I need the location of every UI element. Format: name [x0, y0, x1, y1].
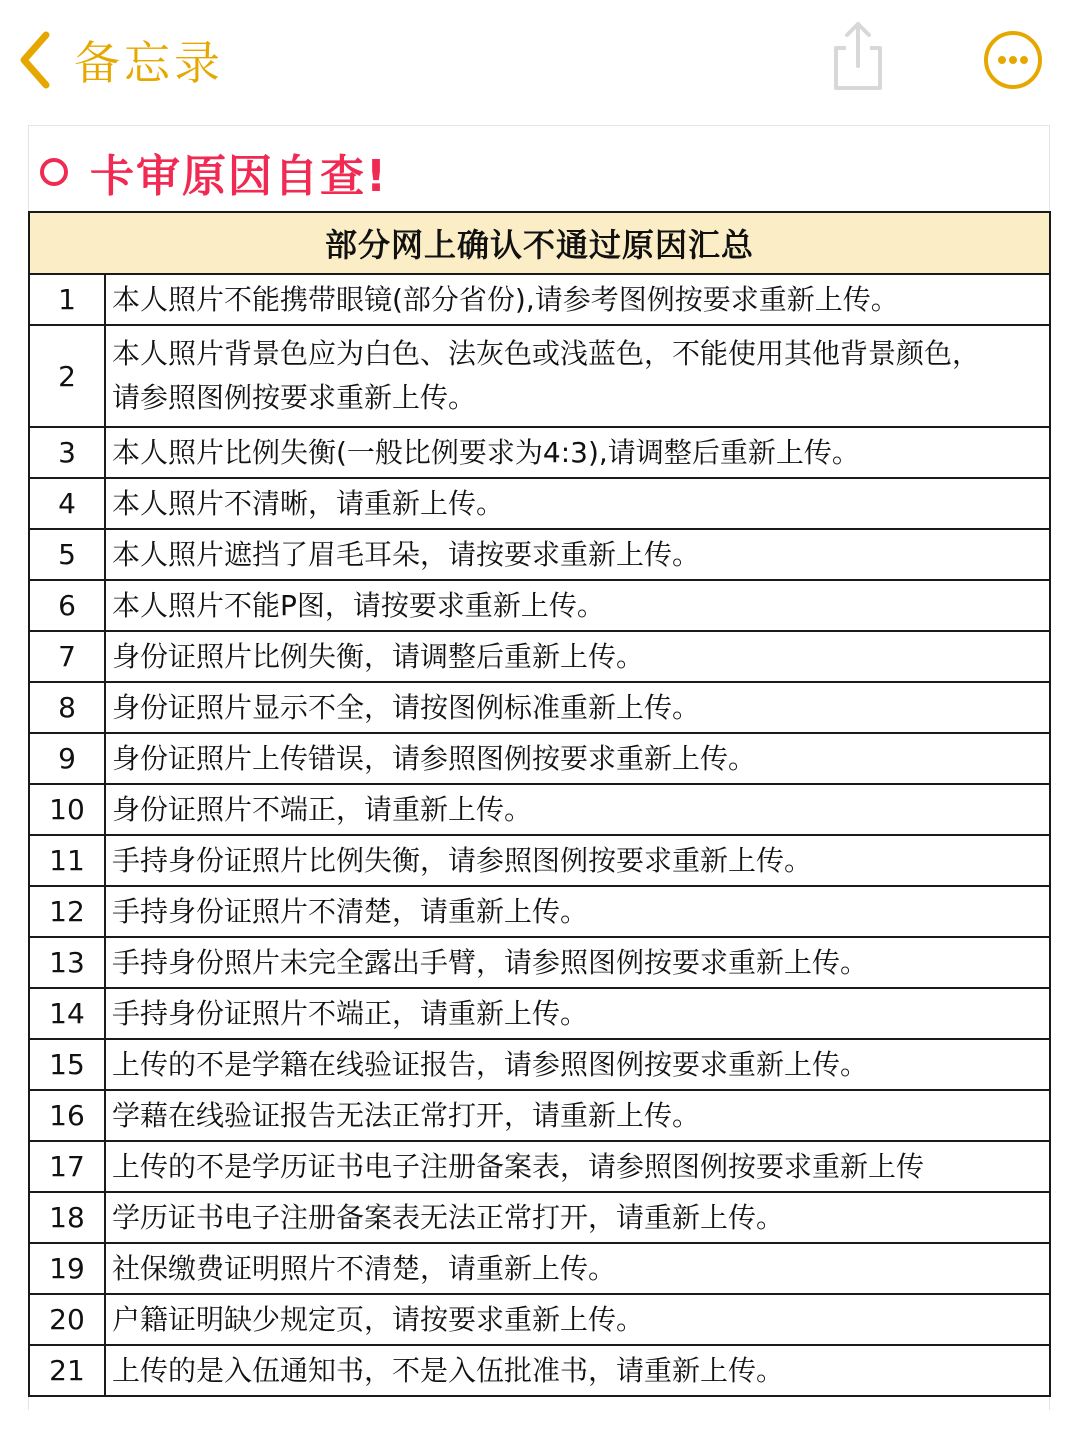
row-number: 19: [29, 1243, 105, 1294]
row-text: 手持身份证照片不清楚，请重新上传。: [105, 886, 1050, 937]
back-button[interactable]: [18, 28, 224, 92]
row-text: 手持身份照片未完全露出手臂，请参照图例按要求重新上传。: [105, 937, 1050, 988]
table-row: [29, 1192, 1050, 1243]
row-number: 18: [29, 1192, 105, 1243]
table-row: [29, 1294, 1050, 1345]
row-text: 本人照片背景色应为白色、法灰色或浅蓝色，不能使用其他背景颜色，请参照图例按要求重新上传。: [105, 325, 1050, 427]
row-number: 5: [29, 529, 105, 580]
row-number: 6: [29, 580, 105, 631]
table-header: 部分网上确认不通过原因汇总: [29, 212, 1050, 274]
row-number: 11: [29, 835, 105, 886]
table-row: [29, 1345, 1050, 1396]
row-text: 户籍证明缺少规定页，请按要求重新上传。: [105, 1294, 1050, 1345]
table-row: [29, 1039, 1050, 1090]
table-row: [29, 631, 1050, 682]
table-row: [29, 325, 1050, 427]
row-number: 13: [29, 937, 105, 988]
row-text: 社保缴费证明照片不清楚，请重新上传。: [105, 1243, 1050, 1294]
table-row: [29, 427, 1050, 478]
table-row: [29, 580, 1050, 631]
row-text: 本人照片不能携带眼镜(部分省份),请参考图例按要求重新上传。: [105, 274, 1050, 325]
row-number: 8: [29, 682, 105, 733]
row-number: 17: [29, 1141, 105, 1192]
row-number: 20: [29, 1294, 105, 1345]
table-row: [29, 1090, 1050, 1141]
row-text: 本人照片不清晰，请重新上传。: [105, 478, 1050, 529]
note-title: [40, 140, 388, 204]
table-row: [29, 886, 1050, 937]
table-row: [29, 529, 1050, 580]
table-row: [29, 988, 1050, 1039]
more-icon: [983, 75, 1043, 94]
row-text: 上传的不是学历证书电子注册备案表，请参照图例按要求重新上传: [105, 1141, 1050, 1192]
row-text: 上传的不是学籍在线验证报告，请参照图例按要求重新上传。: [105, 1039, 1050, 1090]
row-text: 身份证照片比例失衡，请调整后重新上传。: [105, 631, 1050, 682]
share-icon: [828, 77, 888, 96]
navigation-bar: [0, 0, 1080, 120]
row-text: 本人照片不能P图，请按要求重新上传。: [105, 580, 1050, 631]
row-number: 15: [29, 1039, 105, 1090]
back-label: 备忘录: [74, 36, 224, 90]
row-number: 2: [29, 325, 105, 427]
row-number: 16: [29, 1090, 105, 1141]
row-number: 9: [29, 733, 105, 784]
circle-bullet-icon: [40, 158, 68, 186]
table-row: [29, 733, 1050, 784]
row-number: 7: [29, 631, 105, 682]
row-number: 1: [29, 274, 105, 325]
row-text: 本人照片比例失衡(一般比例要求为4:3),请调整后重新上传。: [105, 427, 1050, 478]
row-number: 3: [29, 427, 105, 478]
row-text: 本人照片遮挡了眉毛耳朵，请按要求重新上传。: [105, 529, 1050, 580]
row-text: 手持身份证照片比例失衡，请参照图例按要求重新上传。: [105, 835, 1050, 886]
note-title-text: 卡审原因自查!: [90, 151, 389, 202]
reasons-table: [28, 211, 1051, 1397]
row-text: 学历证书电子注册备案表无法正常打开，请重新上传。: [105, 1192, 1050, 1243]
share-button[interactable]: [828, 20, 888, 92]
table-row: [29, 835, 1050, 886]
row-text: 身份证照片不端正，请重新上传。: [105, 784, 1050, 835]
table-row: [29, 1141, 1050, 1192]
more-button[interactable]: [983, 30, 1043, 90]
row-number: 12: [29, 886, 105, 937]
row-number: 14: [29, 988, 105, 1039]
table-row: [29, 937, 1050, 988]
table-row: [29, 784, 1050, 835]
chevron-left-icon: [18, 31, 52, 89]
table-row: [29, 478, 1050, 529]
row-text: 手持身份证照片不端正，请重新上传。: [105, 988, 1050, 1039]
row-number: 21: [29, 1345, 105, 1396]
row-number: 4: [29, 478, 105, 529]
row-number: 10: [29, 784, 105, 835]
table-header-row: [29, 212, 1050, 274]
table-row: [29, 274, 1050, 325]
row-text: 上传的是入伍通知书，不是入伍批准书，请重新上传。: [105, 1345, 1050, 1396]
row-text: 学藉在线验证报告无法正常打开，请重新上传。: [105, 1090, 1050, 1141]
row-text: 身份证照片显示不全，请按图例标准重新上传。: [105, 682, 1050, 733]
row-text: 身份证照片上传错误，请参照图例按要求重新上传。: [105, 733, 1050, 784]
table-row: [29, 1243, 1050, 1294]
table-row: [29, 682, 1050, 733]
